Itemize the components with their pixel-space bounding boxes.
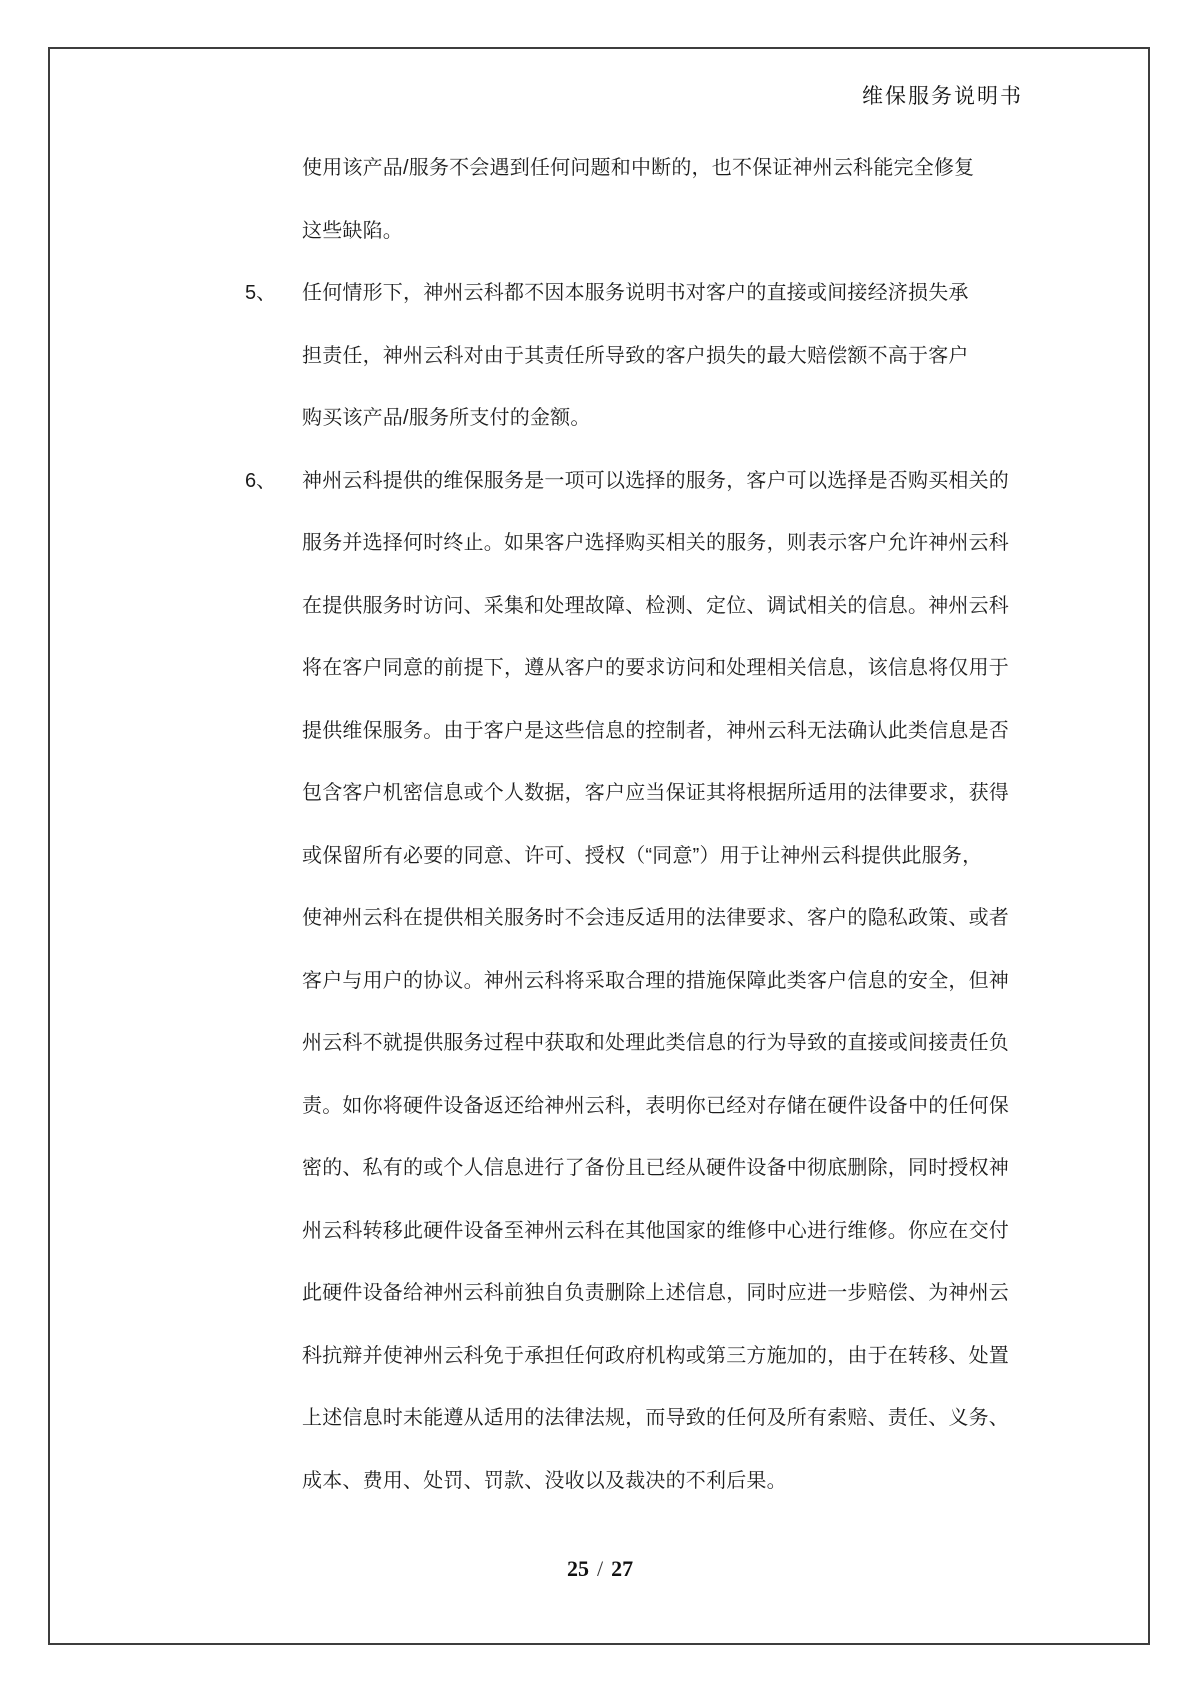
item-line: 使神州云科在提供相关服务时不会违反适用的法律要求、客户的隐私政策、或者 — [302, 907, 1009, 929]
item-line: 科抗辩并使神州云科免于承担任何政府机构或第三方施加的，由于在转移、处置 — [302, 1344, 1009, 1367]
item-line: 此硬件设备给神州云科前独自负责删除上述信息，同时应进一步赔偿、为神州云 — [302, 1282, 1009, 1304]
item-line: 在提供服务时访问、采集和处理故障、检测、定位、调试相关的信息。神州云科 — [302, 594, 1009, 617]
item-line: 州云科不就提供服务过程中获取和处理此类信息的行为导致的直接或间接责任负 — [302, 1032, 1009, 1054]
item-line: 购买该产品/服务所支付的金额。 — [302, 407, 591, 429]
item-line: 提供维保服务。由于客户是这些信息的控制者，神州云科无法确认此类信息是否 — [302, 719, 1009, 742]
item-number: 6、 — [245, 469, 277, 492]
page-number-separator: / — [596, 1556, 604, 1581]
item-line: 州云科转移此硬件设备至神州云科在其他国家的维修中心进行维修。你应在交付 — [302, 1219, 1009, 1242]
document-body — [245, 137, 1008, 1512]
page-footer — [0, 1556, 1200, 1582]
item-text — [302, 450, 1008, 1513]
page-number-total: 27 — [611, 1556, 634, 1581]
item-line: 成本、费用、处罚、罚款、没收以及裁决的不利后果。 — [302, 1469, 787, 1492]
item-line: 将在客户同意的前提下，遵从客户的要求访问和处理相关信息，该信息将仅用于 — [302, 657, 1009, 679]
list-item — [245, 137, 1008, 262]
item-line: 神州云科提供的维保服务是一项可以选择的服务，客户可以选择是否购买相关的 — [302, 469, 1009, 492]
item-line: 或保留所有必要的同意、许可、授权（“同意”）用于让神州云科提供此服务， — [302, 844, 983, 867]
item-text — [302, 262, 1008, 450]
list-item — [245, 262, 1008, 450]
item-line: 使用该产品/服务不会遇到任何问题和中断的，也不保证神州云科能完全修复 — [302, 157, 975, 179]
item-line: 任何情形下，神州云科都不因本服务说明书对客户的直接或间接经济损失承 — [302, 282, 969, 304]
item-line: 包含客户机密信息或个人数据，客户应当保证其将根据所适用的法律要求，获得 — [302, 782, 1009, 804]
page-number-current: 25 — [566, 1556, 589, 1581]
item-line: 服务并选择何时终止。如果客户选择购买相关的服务，则表示客户允许神州云科 — [302, 532, 1009, 554]
item-line: 责。如你将硬件设备返还给神州云科，表明你已经对存储在硬件设备中的任何保 — [302, 1094, 1009, 1117]
item-text — [302, 137, 1008, 262]
page-header-title: 维保服务说明书 — [862, 84, 1023, 108]
item-line: 客户与用户的协议。神州云科将采取合理的措施保障此类客户信息的安全，但神 — [302, 969, 1009, 992]
item-line: 上述信息时未能遵从适用的法律法规，而导致的任何及所有索赔、责任、义务、 — [302, 1407, 1009, 1429]
item-line: 这些缺陷。 — [302, 219, 403, 242]
item-line: 担责任，神州云科对由于其责任所导致的客户损失的最大赔偿额不高于客户 — [302, 344, 969, 367]
item-number: 5、 — [245, 282, 277, 304]
list-item — [245, 450, 1008, 1513]
item-line: 密的、私有的或个人信息进行了备份且已经从硬件设备中彻底删除，同时授权神 — [302, 1157, 1009, 1179]
item-number — [245, 137, 302, 200]
